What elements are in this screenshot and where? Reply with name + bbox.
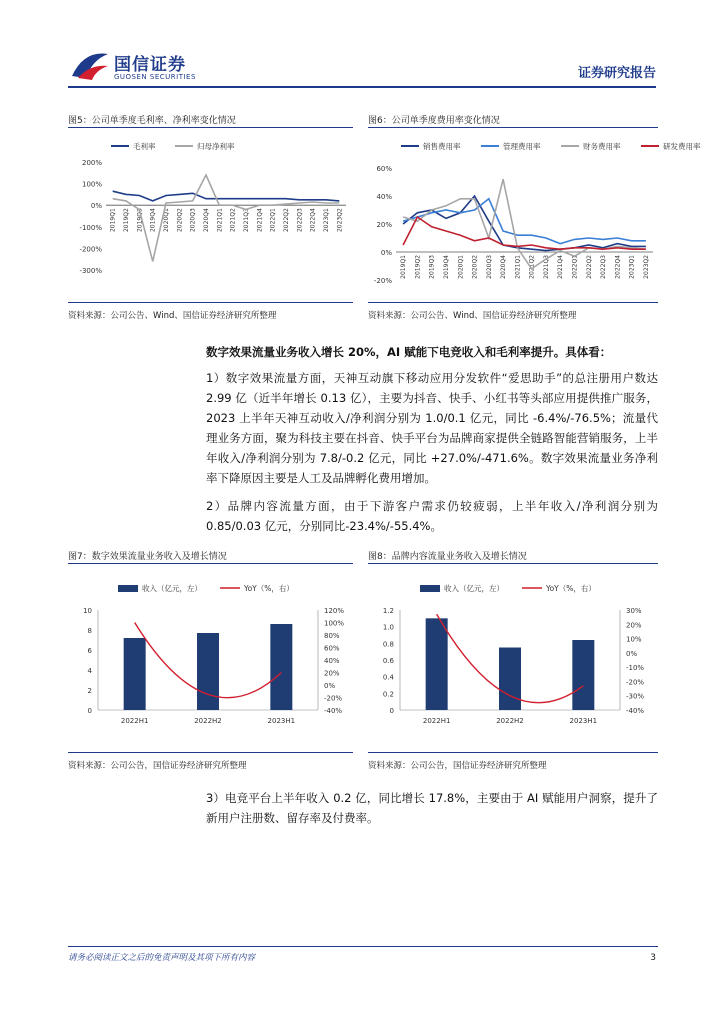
fig7-title: 图7：数字效果流量业务收入及增长情况 <box>68 552 227 562</box>
x-tick-label: 2020Q4 <box>500 255 508 279</box>
legend-label-2: 财务费用率 <box>583 142 621 151</box>
y-right-tick-label: -10% <box>626 664 645 673</box>
x-tick-label: 2022Q2 <box>283 208 290 233</box>
series-line-3 <box>403 217 646 249</box>
y-tick-label: -20% <box>373 277 392 285</box>
y-right-tick-label: -40% <box>626 707 645 715</box>
fig7-source: 资料来源：公司公告，国信证券经济研究所整理 <box>68 761 247 771</box>
y-tick-label: 40% <box>376 193 392 201</box>
y-tick-label: 200% <box>81 159 102 167</box>
fig7-chart <box>68 570 353 740</box>
x-tick-label: 2019Q1 <box>400 255 408 279</box>
y-left-tick-label: 1.2 <box>382 607 394 615</box>
fig8-chart <box>368 570 658 740</box>
x-tick-label: 2022Q3 <box>296 208 304 233</box>
x-tick-label: 2020Q4 <box>203 208 210 233</box>
y-tick-label: 60% <box>376 165 392 173</box>
y-left-tick-label: 2 <box>87 687 92 695</box>
y-tick-label: 0% <box>380 249 392 257</box>
y-left-tick-label: 0.6 <box>382 657 394 665</box>
paragraph-1: 1）数字效果流量方面，天神互动旗下移动应用分发软件“爱思助手”的总注册用户数达 2.99 亿（近半年增长 0.13 亿），主要为抖音、快手、小红书等头部应用提供推广服务，2023 上半年天神互动收入/净利润分别为 1.0/0.1 亿元，同比 -6.4%/-76.5%；流量代理业务方面，聚为科技主要在抖音、快手平台为品牌商家提供全链路智能营销服务，上半年收入/净利润分别为 7.8/-0.2 亿元，同比 +27.0%/-471.6%。数字效果流量业务净利率下降原因主要是人工及品牌孵化费用增加。 <box>206 371 658 485</box>
y-right-tick-label: 20% <box>626 621 642 630</box>
y-left-tick-label: 4 <box>87 667 92 675</box>
y-left-tick-label: 0.2 <box>382 690 394 699</box>
series-line-0 <box>113 191 340 201</box>
x-tick-label: 2020Q1 <box>163 208 170 233</box>
fig8-bottom-rule <box>368 752 658 753</box>
x-tick-label: 2019Q4 <box>442 255 450 279</box>
fig5-bottom-rule <box>68 302 353 303</box>
y-tick-label: -100% <box>79 223 102 232</box>
x-tick-label: 2019Q2 <box>123 208 130 233</box>
series-line-0 <box>403 196 646 251</box>
lead-paragraph: 数字效果流量业务收入增长 20%，AI 赋能下电竞收入和毛利率提升。具体看： <box>206 345 612 359</box>
y-right-tick-label: 10% <box>626 635 642 644</box>
fig8-source: 资料来源：公司公告，国信证券经济研究所整理 <box>368 761 547 771</box>
y-left-tick-label: 0 <box>87 707 92 715</box>
legend-label-1: 管理费用率 <box>503 142 541 151</box>
brand-name-en: GUOSEN SECURITIES <box>114 73 196 81</box>
x-tick-label: 2021Q1 <box>216 208 224 233</box>
fig8-title: 图8：品牌内容流量业务收入及增长情况 <box>368 552 527 562</box>
x-tick-label: 2019Q3 <box>428 255 436 279</box>
x-tick-label: 2021Q2 <box>528 255 536 279</box>
y-right-tick-label: 120% <box>324 607 345 615</box>
x-tick-label: 2022Q4 <box>309 208 317 233</box>
legend-label-bar: 收入（亿元，左） <box>142 584 202 593</box>
y-left-tick-label: 1.0 <box>382 623 394 632</box>
legend-label-line: YoY（%，右） <box>244 584 294 593</box>
x-tick-label: 2020Q3 <box>189 208 197 233</box>
bar <box>499 648 521 711</box>
x-tick-label: 2022Q4 <box>614 254 622 279</box>
brand-logo <box>70 48 110 82</box>
y-right-tick-label: -40% <box>324 707 343 715</box>
report-type: 证券研究报告 <box>577 66 656 81</box>
x-tick-label: 2019Q4 <box>149 208 157 233</box>
x-tick-label: 2023Q2 <box>642 255 650 279</box>
y-left-tick-label: 0.4 <box>382 673 394 682</box>
fig6-title-rule <box>368 127 658 128</box>
y-left-tick-label: 8 <box>87 627 92 635</box>
x-tick-label: 2021Q3 <box>542 255 550 279</box>
y-right-tick-label: -30% <box>626 692 645 701</box>
paragraph-2: 2）品牌内容流量方面，由于下游客户需求仍较疲弱，上半年收入/净利润分别为 0.85/0.03 亿元，分别同比-23.4%/-55.4%。 <box>206 499 658 533</box>
brand-name-cn: 国信证券 <box>114 55 186 75</box>
fig7-title-rule <box>68 563 353 564</box>
y-right-tick-label: 0% <box>626 649 638 658</box>
x-tick-label: 2020Q3 <box>485 255 493 279</box>
x-tick-label: 2021Q1 <box>514 255 522 279</box>
x-tick-label: 2020Q2 <box>471 255 479 279</box>
x-tick-label: 2023Q1 <box>323 208 330 233</box>
legend-swatch-bar <box>118 585 138 592</box>
x-tick-label: 2021Q2 <box>229 208 237 233</box>
y-right-tick-label: 0% <box>324 682 336 690</box>
x-tick-label: 2022Q3 <box>600 255 608 279</box>
fig6-title: 图6：公司单季度费用率变化情况 <box>368 116 500 126</box>
x-tick-label: 2022Q2 <box>585 255 593 279</box>
y-right-tick-label: 60% <box>324 644 340 653</box>
legend-label-line: YoY（%，右） <box>546 584 596 593</box>
footer-rule <box>68 946 658 947</box>
bar <box>270 624 292 710</box>
x-tick-label: 2023H1 <box>569 717 598 725</box>
legend-label-bar: 收入（亿元，左） <box>444 584 504 593</box>
y-right-tick-label: 40% <box>324 657 340 665</box>
series-line-1 <box>403 199 646 244</box>
x-tick-label: 2022Q1 <box>269 208 277 233</box>
fig5-title: 图5：公司单季度毛利率、净利率变化情况 <box>68 116 236 126</box>
x-tick-label: 2022H2 <box>496 717 524 725</box>
x-tick-label: 2022H2 <box>194 717 222 725</box>
bar <box>426 618 448 710</box>
legend-label-0: 毛利率 <box>133 142 156 151</box>
legend-label-3: 研发费用率 <box>663 142 701 151</box>
y-tick-label: -300% <box>79 267 102 275</box>
x-tick-label: 2020Q1 <box>457 255 465 279</box>
fig5-title-rule <box>68 127 353 128</box>
fig5-source: 资料来源：公司公告、Wind、国信证券经济研究所整理 <box>68 311 277 321</box>
series-line-1 <box>113 175 340 261</box>
fig6-source: 资料来源：公司公告、Wind、国信证券经济研究所整理 <box>368 311 577 321</box>
y-left-tick-label: 6 <box>87 647 92 655</box>
y-tick-label: 0% <box>90 202 102 211</box>
x-tick-label: 2022Q1 <box>571 255 579 279</box>
fig5-chart <box>68 130 353 300</box>
x-tick-label: 2023Q2 <box>336 208 344 233</box>
fig7-bottom-rule <box>68 752 353 753</box>
y-left-tick-label: 0.8 <box>382 640 394 649</box>
bar <box>124 638 146 710</box>
y-right-tick-label: -20% <box>324 694 343 703</box>
series-line-2 <box>403 179 646 269</box>
y-right-tick-label: 30% <box>626 607 642 615</box>
y-tick-label: 100% <box>81 180 102 189</box>
y-right-tick-label: -20% <box>626 678 645 687</box>
x-tick-label: 2023Q1 <box>628 255 636 279</box>
x-tick-label: 2019Q3 <box>136 208 144 233</box>
x-tick-label: 2021Q3 <box>243 208 250 233</box>
page-number: 3 <box>650 953 656 963</box>
footer-disclaimer: 请务必阅读正文之后的免责声明及其项下所有内容 <box>68 953 256 963</box>
fig8-title-rule <box>368 563 658 564</box>
y-right-tick-label: 20% <box>324 669 340 678</box>
x-tick-label: 2022H1 <box>120 717 149 725</box>
legend-label-0: 销售费用率 <box>423 142 461 151</box>
y-left-tick-label: 10 <box>83 607 92 615</box>
paragraph-3: 3）电竞平台上半年收入 0.2 亿，同比增长 17.8%，主要由于 AI 赋能用户洞察，提升了新用户注册数、留存率及付费率。 <box>206 791 658 825</box>
x-tick-label: 2019Q2 <box>414 255 422 279</box>
fig6-chart <box>368 130 701 300</box>
y-right-tick-label: 100% <box>324 619 345 628</box>
x-tick-label: 2021Q4 <box>557 255 565 279</box>
y-tick-label: 20% <box>376 221 392 229</box>
header-rule <box>68 86 656 88</box>
fig6-bottom-rule <box>368 302 658 303</box>
bar <box>197 633 219 710</box>
x-tick-label: 2019Q1 <box>109 208 117 233</box>
y-tick-label: -200% <box>79 245 102 254</box>
y-left-tick-label: 0 <box>389 707 394 715</box>
x-tick-label: 2022H1 <box>422 717 451 725</box>
logo-icon <box>70 48 110 82</box>
bar <box>572 640 594 710</box>
x-tick-label: 2020Q2 <box>176 208 184 233</box>
legend-label-1: 归母净利率 <box>197 142 235 151</box>
x-tick-label: 2021Q4 <box>256 208 264 233</box>
legend-swatch-bar <box>420 585 440 592</box>
y-right-tick-label: 80% <box>324 632 340 640</box>
x-tick-label: 2023H1 <box>267 717 296 725</box>
